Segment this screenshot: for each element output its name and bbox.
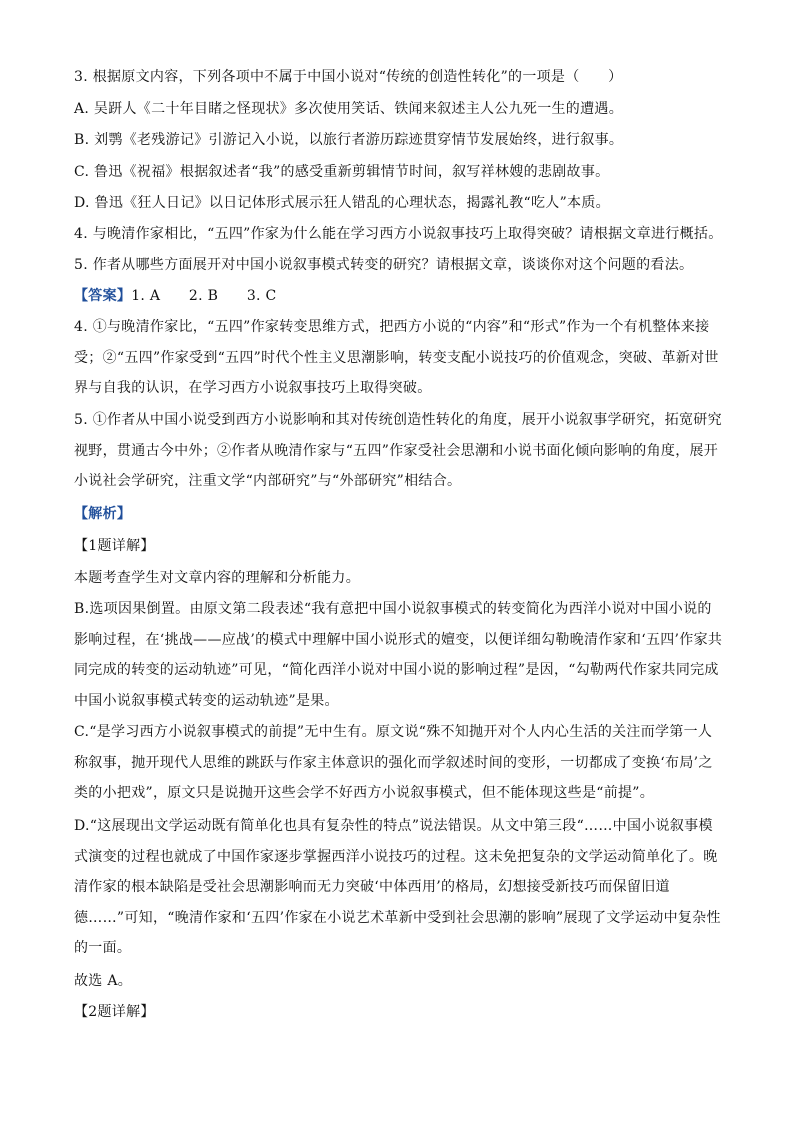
option-b: B. 刘鹗《老残游记》引游记入小说，以旅行者游历踪迹贯穿情节发展始终，进行叙事。 <box>74 132 624 148</box>
option-d: D. 鲁迅《狂人日记》以日记体形式展示狂人错乱的心理状态，揭露礼教“吃人”本质。 <box>74 195 610 211</box>
analysis-c: C.“是学习西方小说叙事模式的前提”无中生有。原文说“殊不知抛开对个人内心生活的关注而学第一人称叙事，抛开现代人思维的跳跃与作家主体意识的强化而学叙述时间的变形，一切都成了变换‘布局’之类的小把戏”，原文只是说抛开这些会学不好西方小说叙事模式，但不能体现这些是“前提”。 <box>74 724 713 801</box>
answer-values: 1. A 2. B 3. C <box>131 288 277 304</box>
answer-5: 5. ①作者从中国小说受到西方小说影响和其对传统创造性转化的角度，展开小说叙事学研究，拓宽研究视野，贯通古今中外；②作者从晚清作家与“五四”作家受社会思潮和小说书面化倾向影响的角度，展开小说社会学研究，注重文学“内部研究”与“外部研究”相结合。 <box>74 412 722 489</box>
detail-2-heading: 【2题详解】 <box>74 1004 155 1020</box>
answer-4: 4. ①与晚清作家比，“五四”作家转变思维方式，把西方小说的“内容”和“形式”作为一个有机整体来接受；②“五四”作家受到“五四”时代个性主义思潮影响，转变支配小说技巧的价值观念，突破、革新对世界与自我的认识，在学习西方小说叙事技巧上取得突破。 <box>74 319 719 396</box>
answer-line <box>74 281 724 312</box>
detail-1-heading: 【1题详解】 <box>74 538 155 554</box>
question-5: 5. 作者从哪些方面展开对中国小说叙事模式转变的研究？请根据文章，谈谈你对这个问题的看法。 <box>74 257 694 273</box>
analysis-b: B.选项因果倒置。由原文第二段表述“我有意把中国小说叙事模式的转变简化为西洋小说对中国小说的影响过程，在‘挑战——应战’的模式中理解中国小说形式的嬗变，以便详细勾勒晚清作家和‘五四’作家共同完成的转变的运动轨迹”可见，“简化西洋小说对中国小说的影响过程”是因，“勾勒两代作家共同完成中国小说叙事模式转变的运动轨迹”是果。 <box>74 601 723 709</box>
analysis-intro: 本题考查学生对文章内容的理解和分析能力。 <box>74 570 360 586</box>
option-a: A. 吴趼人《二十年目睹之怪现状》多次使用笑话、铁闻来叙述主人公九死一生的遭遇。 <box>74 101 624 117</box>
analysis-d: D.“这展现出文学运动既有简单化也具有复杂性的特点”说法错误。从文中第三段“……中国小说叙事模式演变的过程也就成了中国作家逐步掌握西洋小说技巧的过程。这未免把复杂的文学运动简单化了。晚清作家的根本缺陷是受社会思潮影响而无力突破‘中体西用’的格局，幻想接受新技巧而保留旧道德……”可知，“晚清作家和‘五四’作家在小说艺术革新中受到社会思潮的影响”展现了文学运动中复杂性的一面。 <box>74 818 721 956</box>
question-3-stem: 3. 根据原文内容，下列各项中不属于中国小说对“传统的创造性转化”的一项是（ ） <box>74 69 623 85</box>
analysis-tag: 【解析】 <box>74 506 132 522</box>
question-4: 4. 与晚清作家相比，“五四”作家为什么能在学习西方小说叙事技巧上取得突破？请根据文章进行概括。 <box>74 226 723 242</box>
option-c: C. 鲁迅《祝福》根据叙述者“我”的感受重新剪辑情节时间，叙写祥林嫂的悲剧故事。 <box>74 164 610 180</box>
answer-tag: 【答案】 <box>74 288 132 304</box>
analysis-choice: 故选 A。 <box>74 973 133 989</box>
